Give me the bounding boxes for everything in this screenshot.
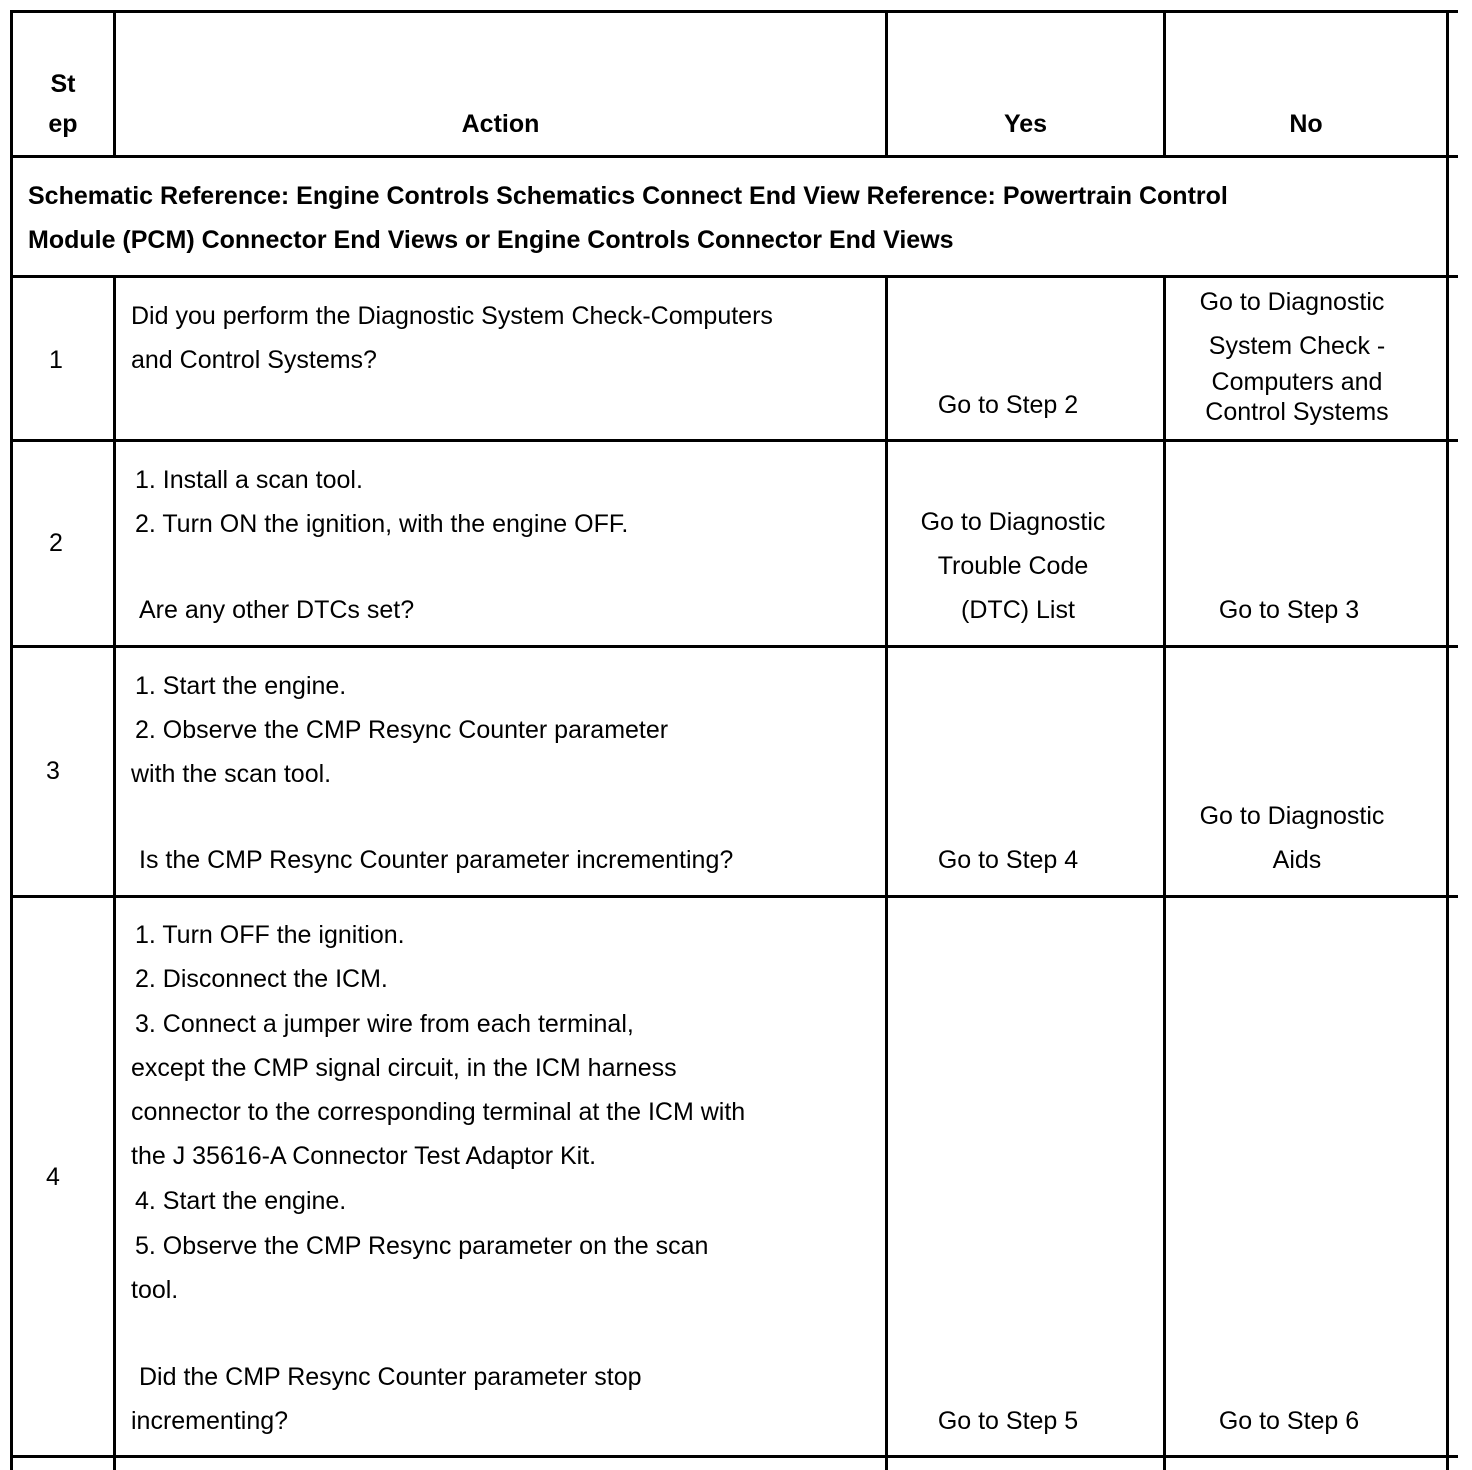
table-border-left — [10, 10, 13, 1470]
action-question: Are any other DTCs set? — [139, 596, 415, 624]
action-question: Did the CMP Resync Counter parameter stop — [139, 1363, 642, 1391]
column-divider — [113, 275, 116, 1470]
table-border-right — [1446, 10, 1449, 1470]
row-divider — [12, 895, 1458, 898]
header-yes: Yes — [1003, 110, 1048, 138]
action-line: 1. Start the engine. — [135, 672, 347, 700]
action-question: incrementing? — [131, 1407, 289, 1435]
no-link[interactable]: Go to Step 6 — [1218, 1407, 1360, 1435]
no-link-line[interactable]: System Check - — [1208, 332, 1386, 360]
row-divider — [12, 439, 1458, 442]
schematic-reference-line2: Module (PCM) Connector End Views or Engine Controls Connector End Views — [28, 226, 954, 254]
action-line: 1. Turn OFF the ignition. — [135, 921, 405, 949]
yes-link[interactable]: Go to Step 4 — [937, 846, 1079, 874]
step-number: 1 — [49, 346, 63, 374]
no-link[interactable]: Go to Step 3 — [1218, 596, 1360, 624]
no-link-line[interactable]: Go to Diagnostic — [1199, 802, 1385, 830]
table-border-top — [12, 10, 1458, 13]
yes-link-line[interactable]: Trouble Code — [937, 552, 1089, 580]
action-line: tool. — [131, 1276, 179, 1304]
header-step-line2: ep — [48, 110, 78, 138]
action-question: Is the CMP Resync Counter parameter incrementing? — [139, 846, 734, 874]
row-divider — [12, 645, 1458, 648]
no-link-line[interactable]: Control Systems — [1205, 398, 1389, 426]
step-number: 2 — [49, 529, 63, 557]
action-line: with the scan tool. — [131, 760, 332, 788]
no-link-line[interactable]: Computers and — [1211, 368, 1383, 396]
action-line: and Control Systems? — [131, 346, 377, 374]
yes-link[interactable]: Go to Step 2 — [937, 391, 1079, 419]
action-line: 2. Disconnect the ICM. — [135, 965, 388, 993]
no-link-line[interactable]: Go to Diagnostic — [1199, 288, 1385, 316]
header-step-line1: St — [50, 70, 76, 98]
reference-divider — [12, 275, 1458, 278]
header-no: No — [1289, 110, 1323, 138]
step-number: 4 — [46, 1163, 60, 1191]
action-line: except the CMP signal circuit, in the ICM harness — [131, 1054, 677, 1082]
no-link-line[interactable]: Aids — [1272, 846, 1322, 874]
action-line: 2. Turn ON the ignition, with the engine OFF. — [135, 510, 629, 538]
action-line: the J 35616-A Connector Test Adaptor Kit. — [131, 1142, 597, 1170]
action-line: 2. Observe the CMP Resync Counter parameter — [135, 716, 669, 744]
action-line: 1. Install a scan tool. — [135, 466, 363, 494]
header-action: Action — [461, 110, 540, 138]
action-line: 5. Observe the CMP Resync parameter on the scan — [135, 1232, 709, 1260]
step-number: 3 — [46, 757, 60, 785]
yes-link-line[interactable]: (DTC) List — [961, 596, 1075, 624]
yes-link-line[interactable]: Go to Diagnostic — [920, 508, 1106, 536]
row-divider — [12, 1455, 1458, 1458]
action-line: Did you perform the Diagnostic System Check-Computers — [131, 302, 773, 330]
action-line: 3. Connect a jumper wire from each terminal, — [135, 1010, 634, 1038]
action-line: connector to the corresponding terminal at the ICM with — [131, 1098, 746, 1126]
schematic-reference-line1: Schematic Reference: Engine Controls Schematics Connect End View Reference: Powertrain Control — [28, 182, 1228, 210]
yes-link[interactable]: Go to Step 5 — [937, 1407, 1079, 1435]
header-divider — [12, 155, 1458, 158]
action-line: 4. Start the engine. — [135, 1187, 347, 1215]
